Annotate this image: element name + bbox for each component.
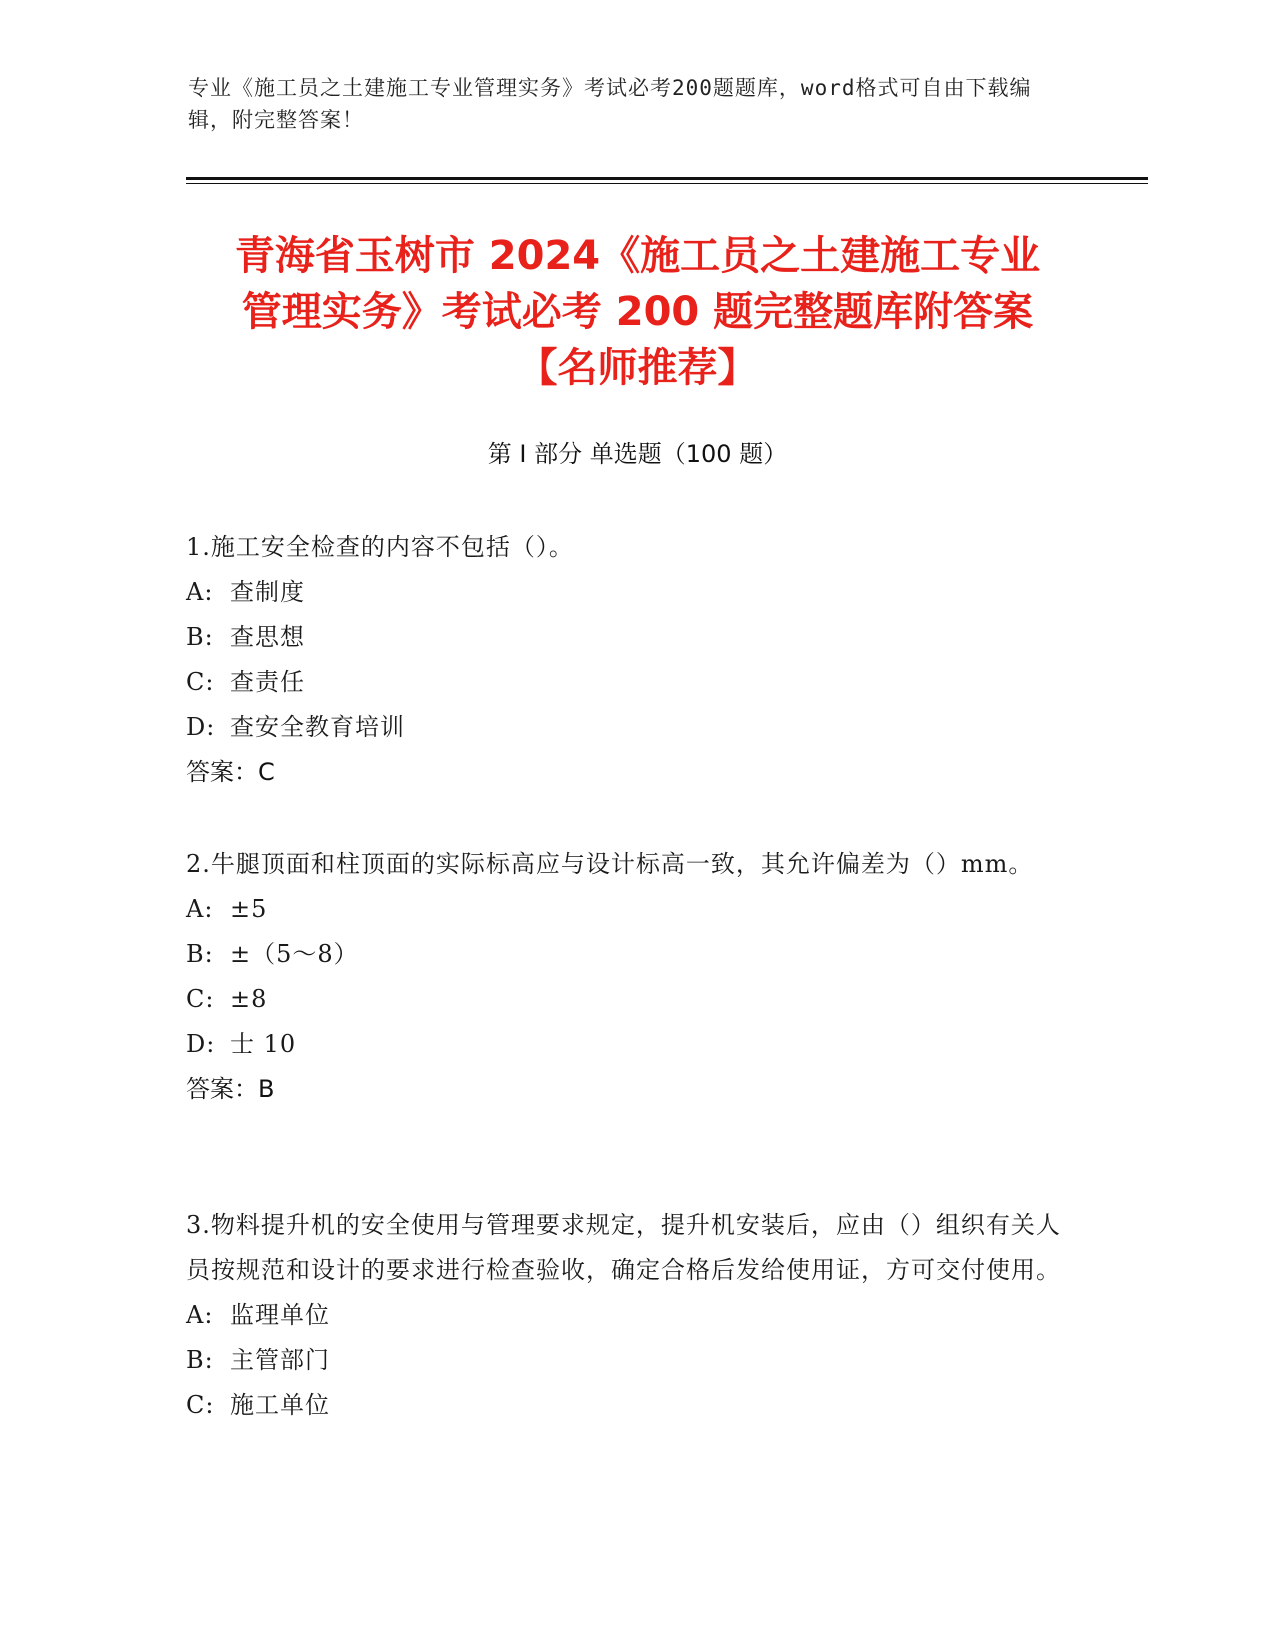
option-text: 主管部门 (230, 1346, 330, 1374)
option-d (186, 705, 1066, 750)
header-note: 专业《施工员之土建施工专业管理实务》考试必考200题题库，word格式可自由下载编辑，附完整答案！ (188, 76, 1032, 132)
option-c (186, 1383, 1066, 1428)
answer-line: 答案：B (186, 1075, 275, 1103)
option-a (186, 570, 1066, 615)
option-text: ±（5～8） (230, 940, 359, 968)
option-d (186, 1022, 1066, 1067)
option-text: 查责任 (230, 668, 305, 696)
option-letter: B: (186, 1346, 214, 1374)
option-a (186, 887, 1066, 932)
option-b (186, 932, 1066, 977)
option-c (186, 977, 1066, 1022)
option-text: 查制度 (230, 578, 305, 606)
question-1 (186, 525, 1066, 795)
option-letter: D: (186, 1030, 216, 1058)
option-letter: A: (186, 578, 214, 606)
option-text: 士 10 (230, 1030, 297, 1058)
option-b (186, 1338, 1066, 1383)
header-divider-thick (186, 177, 1148, 180)
question-stem: 2.牛腿顶面和柱顶面的实际标高应与设计标高一致，其允许偏差为（）mm。 (186, 850, 1034, 878)
option-text: 查安全教育培训 (230, 713, 405, 741)
option-a (186, 1293, 1066, 1338)
option-letter: B: (186, 623, 214, 651)
header-divider-thin (186, 183, 1148, 184)
section-heading: 第 I 部分 单选题（100 题） (487, 440, 788, 468)
option-text: 施工单位 (230, 1391, 330, 1419)
option-letter: C: (186, 1391, 215, 1419)
option-letter: A: (186, 895, 214, 923)
question-stem: 3.物料提升机的安全使用与管理要求规定，提升机安装后，应由（）组织有关人员按规范和设计的要求进行检查验收，确定合格后发给使用证，方可交付使用。 (186, 1211, 1061, 1284)
document-title-line-1: 青海省玉树市 2024《施工员之土建施工专业 (234, 233, 1041, 279)
option-letter: C: (186, 668, 215, 696)
option-b (186, 615, 1066, 660)
option-letter: A: (186, 1301, 214, 1329)
option-text: ±8 (230, 985, 268, 1013)
document-title-line-2: 管理实务》考试必考 200 题完整题库附答案 (241, 289, 1034, 335)
question-2 (186, 842, 1066, 1112)
answer-line: 答案：C (186, 758, 275, 786)
option-text: ±5 (230, 895, 268, 923)
option-letter: B: (186, 940, 214, 968)
question-3 (186, 1203, 1066, 1428)
document-title-line-3: 【名师推荐】 (517, 345, 758, 391)
option-text: 查思想 (230, 623, 305, 651)
option-c (186, 660, 1066, 705)
document-title (150, 228, 1125, 396)
question-stem: 1.施工安全检查的内容不包括（）。 (186, 533, 574, 561)
option-letter: C: (186, 985, 215, 1013)
option-letter: D: (186, 713, 216, 741)
option-text: 监理单位 (230, 1301, 330, 1329)
